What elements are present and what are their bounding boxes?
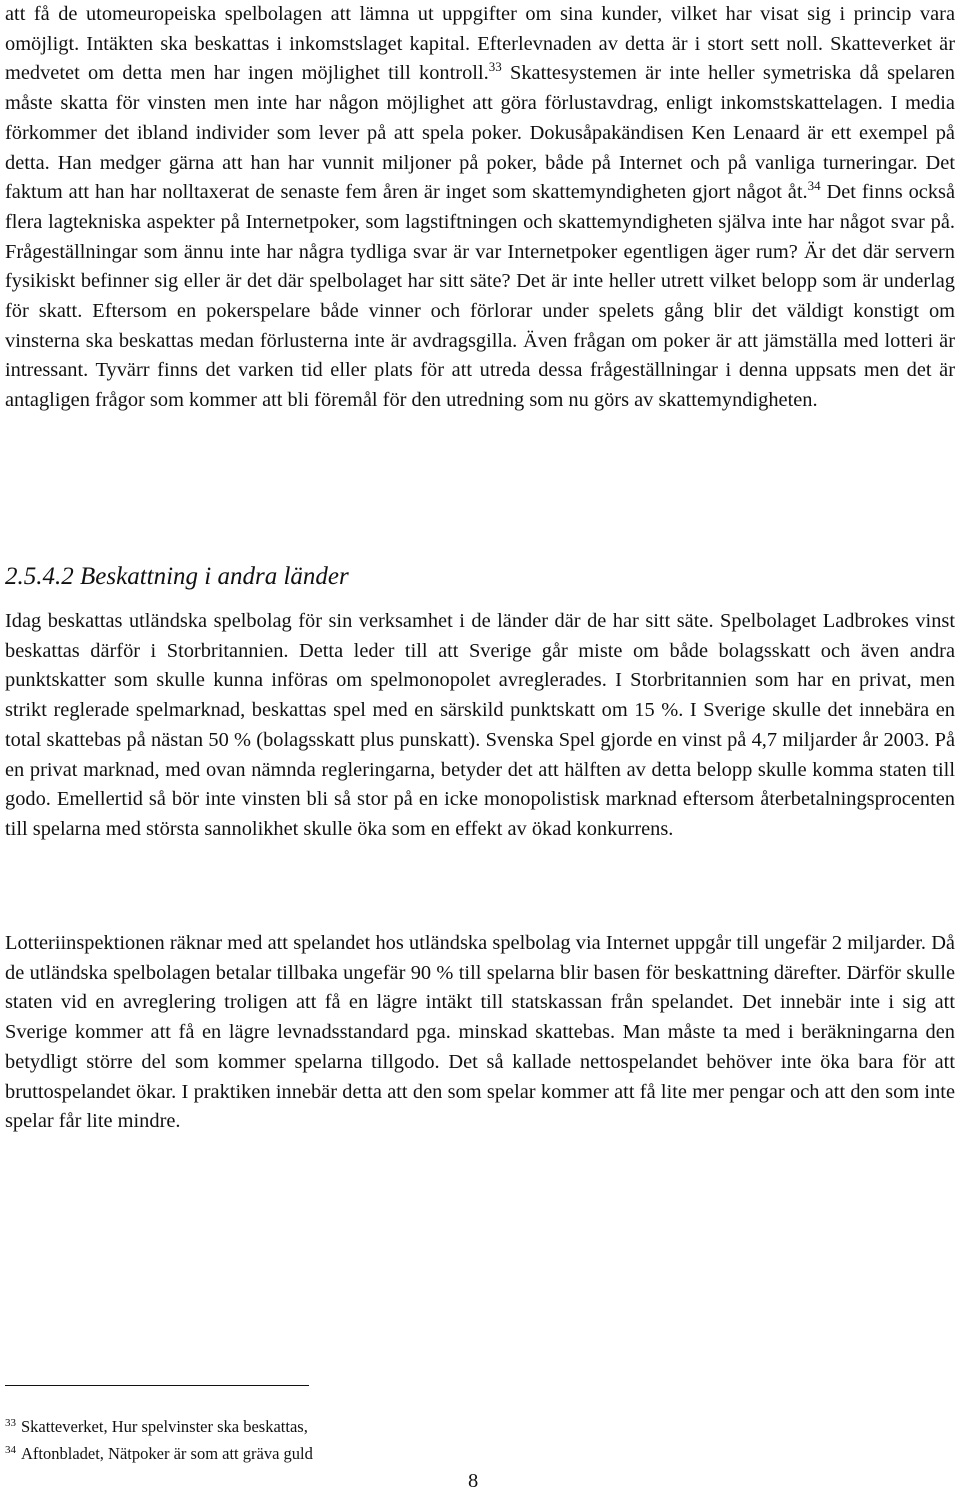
footnote-number: 34: [5, 1443, 16, 1456]
page-number: 8: [468, 1470, 479, 1492]
paragraph-text: att få de utomeuropeiska spelbolagen att lämna ut uppgifter om sina kunder, vilket har visat sig i princip vara omöjligt. Intäkten ska beskattas i inkomstslaget kapital. Efterlevnaden av detta är i stort sett noll. Skatteverket är medvetet om detta men har ingen möjlighet till kontroll.: [5, 3, 955, 85]
footnote-text: Aftonbladet, Nätpoker är som att gräva guld: [21, 1444, 313, 1463]
paragraph-text: Det finns också flera lagtekniska aspekter på Internetpoker, som lagstiftningen och skattemyndigheten själva inte har något svar på. Frågeställningar som ännu inte har några tydliga svar är var Internetpoker egentligen äger rum? Är det där servern fysikiskt befinner sig eller är det där spelbolaget har sitt säte? Det är inte heller utrett vilket belopp som är underlag för skatt. Eftersom en pokerspelare både vinner och förlorar under spelets gång blir det väldigt konstigt om vinsterna ska beskattas medan förlusterna inte är avdragsgilla. Även frågan om poker är att jämställa med lotteri är intressant. Tyvärr finns det varken tid eller plats för att utreda dessa frågeställningar i denna uppsats men det är antagligen frågor som kommer att bli föremål för den utredning som nu görs av skattemyndigheten.: [5, 181, 956, 412]
footnote-33: [5, 1417, 308, 1437]
footnote-34: [5, 1444, 313, 1464]
body-paragraph-1: [5, 0, 955, 416]
footnote-reference-34[interactable]: 34: [807, 178, 821, 194]
footnote-divider: [5, 1385, 309, 1386]
footnote-number: 33: [5, 1416, 16, 1429]
footnote-text: Skatteverket, Hur spelvinster ska beskattas,: [21, 1417, 308, 1436]
paragraph-text: Skattesystemen är inte heller symetriska då spelaren måste skatta för vinsten men inte har någon möjlighet att göra förlustavdrag, enligt inkomstskattelagen. I media förkommer det ibland individer som lever på att spela poker. Dokusåpakändisen Ken Lenaard är ett exempel på detta. Han medger gärna att han har vunnit miljoner på poker, både på Internet och på vanliga turneringar. Det faktum att han har nolltaxerat de senaste fem åren är inget som skattemyndigheten gjort något åt.: [5, 62, 955, 204]
footnote-reference-33[interactable]: 33: [488, 59, 502, 75]
body-paragraph-2: Idag beskattas utländska spelbolag för sin verksamhet i de länder där de har sitt säte. Spelbolaget Ladbrokes vinst beskattas därför i Storbritannien. Detta leder till att Sverige går miste om både bolagsskatt och även andra punktskatter som skulle kunna införas om spelmonopolet avreglerades. I Storbritannien som har en privat, men strikt reglerade spelmarknad, beskattas spel med en särskild punktskatt om 15 %. I Sverige skulle det innebära en total skattebas på nästan 50 % (bolagsskatt plus punskatt). Svenska Spel gjorde en vinst på 4,7 miljarder år 2003. På en privat marknad, med ovan nämnda regleringarna, betyder det att hälften av detta belopp skulle komma staten till godo. Emellertid så bör inte vinsten bli så stor på en icke monopolistisk marknad eftersom återbetalningsprocenten till spelarna med största sannolikhet skulle öka som en effekt av ökad konkurrens.: [5, 610, 955, 840]
section-heading: 2.5.4.2 Beskattning i andra länder: [5, 563, 349, 590]
body-paragraph-3: Lotteriinspektionen räknar med att spelandet hos utländska spelbolag via Internet uppgår till ungefär 2 miljarder. Då de utländska spelbolagen betalar tillbaka ungefär 90 % till spelarna blir basen för beskattning därefter. Därför skulle staten vid en avreglering troligen att få en lägre intäkt till statskassan från spelandet. Det innebär inte i sig att Sverige kommer att få en lägre levnadsstandard pga. minskad skattebas. Man måste ta med i beräkningarna den betydligt större del som kommer spelarna tillgodo. Det så kallade nettospelandet behöver inte öka bara för att bruttospelandet ökar. I praktiken innebär detta att den som spelar kommer att få lite mer pengar och att den som inte spelar får lite mindre.: [5, 932, 955, 1133]
